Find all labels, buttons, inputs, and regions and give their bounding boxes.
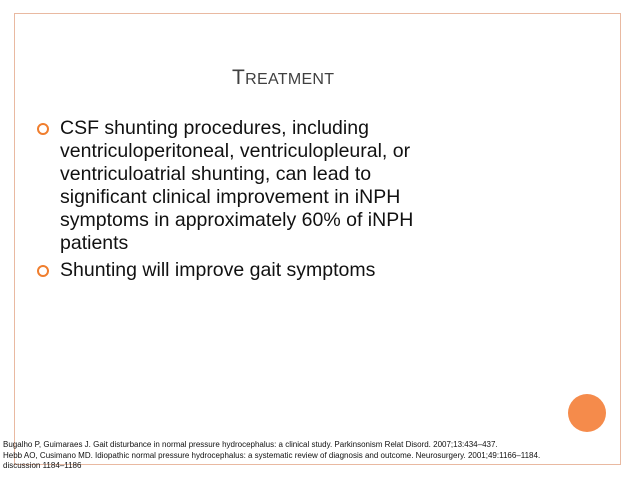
ring-bullet-icon	[37, 123, 49, 135]
slide-title	[232, 66, 334, 90]
bullet-list	[37, 117, 457, 286]
bullet-text: Shunting will improve gait symptoms	[60, 259, 376, 281]
bullet-item	[37, 259, 457, 282]
title-rest: REATMENT	[245, 71, 335, 88]
bullet-text: CSF shunting procedures, including ventriculoperitoneal, ventriculopleural, or ventriculoatrial shunting, can lead to significant clinical improvement in iNPH symptoms in approximately 60% of iNPH patients	[60, 117, 414, 254]
references	[3, 440, 563, 472]
reference-line: Hebb AO, Cusimano MD. Idiopathic normal pressure hydrocephalus: a systematic review of diagnosis and outcome. Neurosurgery. 2001;49:1166–1184. discussion 1184–1186	[3, 450, 541, 470]
decorative-circle-icon	[568, 394, 606, 432]
bullet-item	[37, 117, 457, 255]
ring-bullet-icon	[37, 265, 49, 277]
title-initial: T	[232, 66, 246, 89]
reference-line: Bugalho P, Guimaraes J. Gait disturbance in normal pressure hydrocephalus: a clinical study. Parkinsonism Relat Disord. 2007;13:434–437.	[3, 440, 498, 449]
